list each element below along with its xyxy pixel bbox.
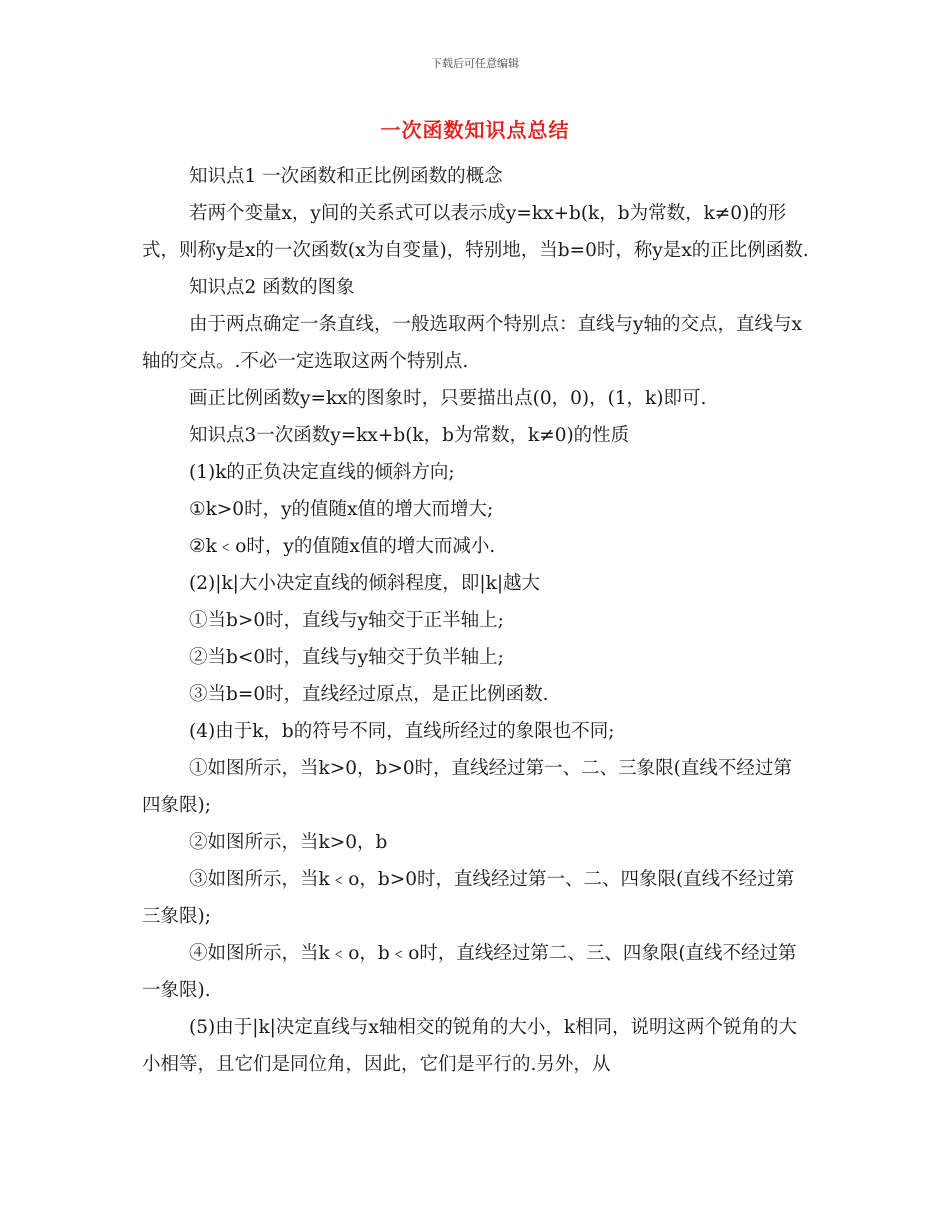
heading-knowledge-point-2: 知识点2 函数的图象 (189, 277, 355, 298)
list-item-quadrants: (4)由于k，b的符号不同，直线所经过的象限也不同; (189, 721, 615, 742)
list-item-b-negative: ②当b<0时，直线与y轴交于负半轴上; (189, 647, 504, 668)
heading-knowledge-point-3: 知识点3一次函数y=kx+b(k，b为常数，k≠0)的性质 (189, 425, 630, 446)
document-body (142, 158, 810, 1083)
list-item-k-negative: ②k﹤o时，y的值随x值的增大而减小. (189, 536, 496, 557)
document-title: 一次函数知识点总结 (380, 118, 570, 142)
list-item-k-positive: ①k>0时，y的值随x值的增大而增大; (189, 499, 494, 520)
paragraph-definition: 若两个变量x，y间的关系式可以表示成y=kx+b(k，b为常数，k≠0)的形式，则称y是x的一次函数(x为自变量)，特别地，当b=0时，称y是x的正比例函数. (142, 203, 809, 261)
list-item-quadrant-case-4: ④如图所示，当k﹤o，b﹤o时，直线经过第二、三、四象限(直线不经过第一象限). (142, 943, 797, 1001)
page-header-note: 下载后可任意编辑 (431, 57, 519, 70)
paragraph-proportional-graph: 画正比例函数y=kx的图象时，只要描出点(0，0)，(1，k)即可. (189, 388, 707, 409)
list-item-k-magnitude: (2)|k|大小决定直线的倾斜程度，即|k|越大 (189, 573, 541, 594)
list-item-k-sign: (1)k的正负决定直线的倾斜方向; (189, 462, 455, 483)
list-item-quadrant-case-3: ③如图所示，当k﹤o，b>0时，直线经过第一、二、四象限(直线不经过第三象限); (142, 869, 795, 927)
list-item-quadrant-case-2: ②如图所示，当k>0，b (189, 832, 388, 853)
list-item-b-zero: ③当b=0时，直线经过原点，是正比例函数. (189, 684, 549, 705)
paragraph-graph-points: 由于两点确定一条直线，一般选取两个特别点：直线与y轴的交点，直线与x轴的交点。.不必一定选取这两个特别点. (142, 314, 802, 372)
list-item-parallel-lines: (5)由于|k|决定直线与x轴相交的锐角的大小，k相同，说明这两个锐角的大小相等，且它们是同位角，因此，它们是平行的.另外，从 (142, 1017, 798, 1075)
list-item-quadrant-case-1: ①如图所示，当k>0，b>0时，直线经过第一、二、三象限(直线不经过第四象限); (142, 758, 792, 816)
heading-knowledge-point-1: 知识点1 一次函数和正比例函数的概念 (189, 166, 503, 187)
list-item-b-positive: ①当b>0时，直线与y轴交于正半轴上; (189, 610, 504, 631)
